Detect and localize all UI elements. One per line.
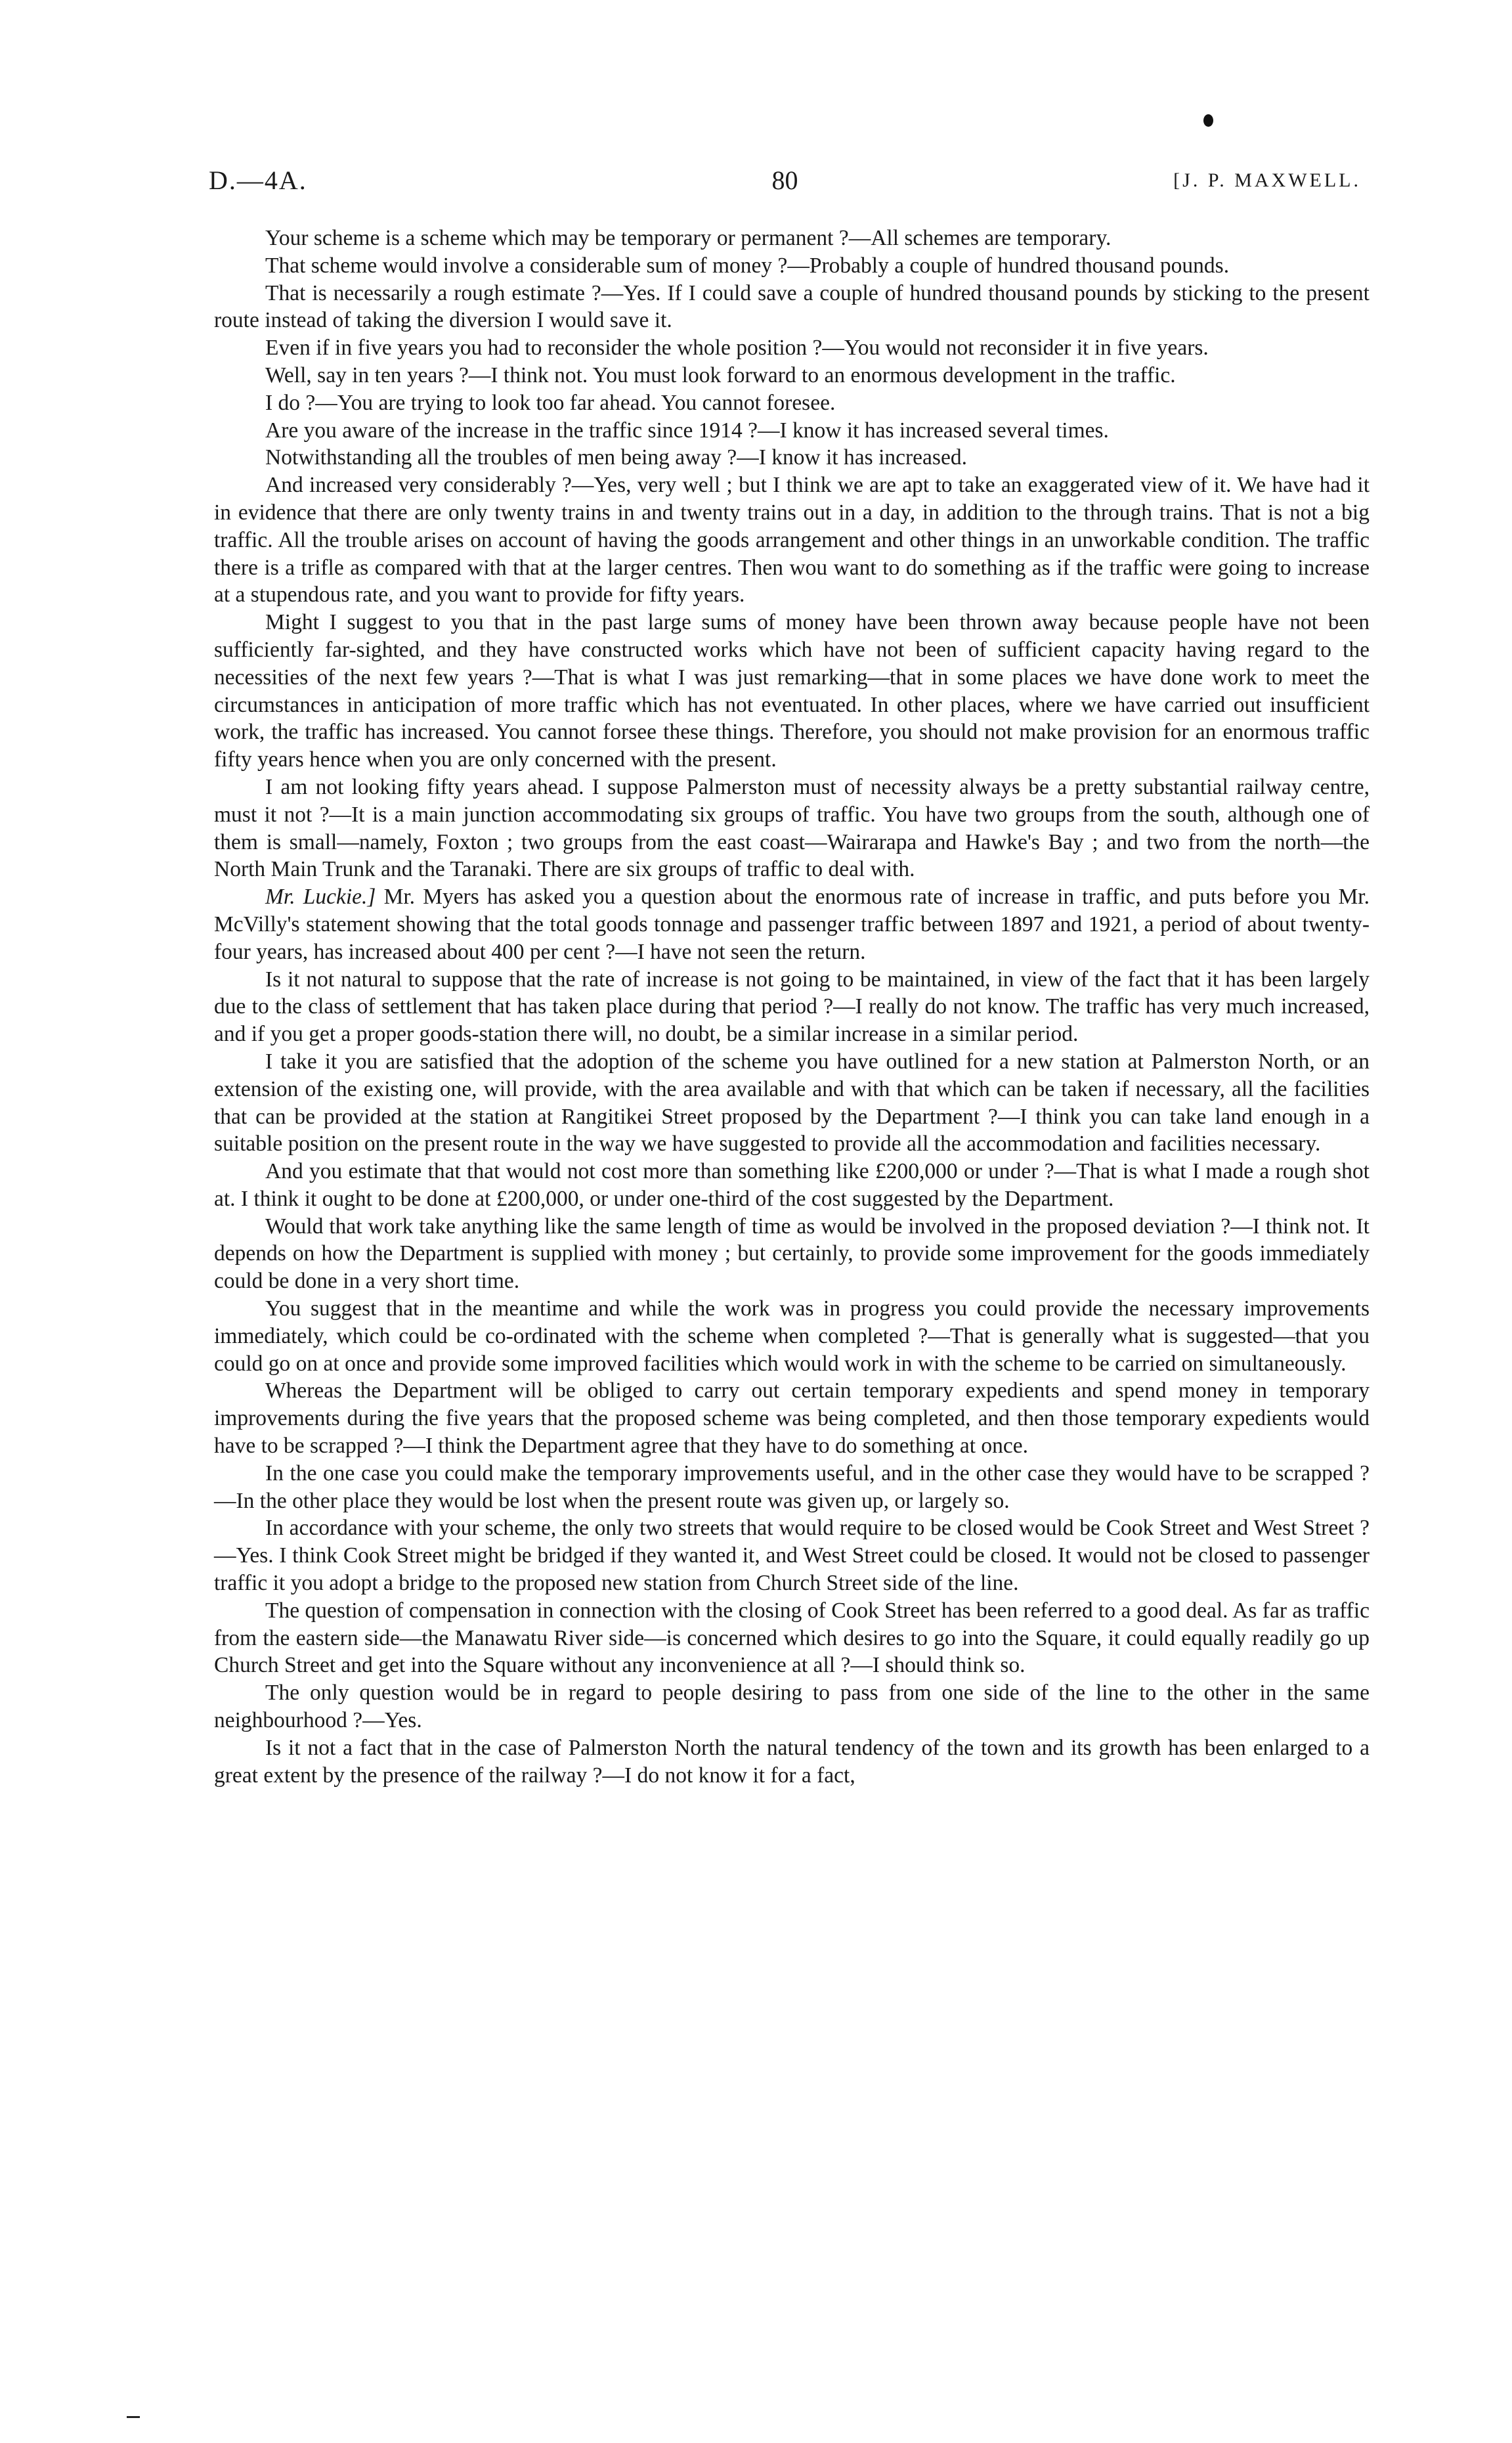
paragraph: I do ?—You are trying to look too far ahead. You cannot foresee.: [265, 390, 836, 415]
paragraph: Might I suggest to you that in the past large sums of money have been thrown away because people have not been sufficiently far-sighted, and they have constructed works which have not been of sufficient capacity having regard to the necessities of the next few years ?—That is what I was just remarking—that in some places we have done work to meet the circumstances in anticipation of more traffic which has not eventuated. In other places, where we have carried out insufficient work, the traffic has increased. You cannot forsee these things. Therefore, you should not make provision for an enormous traffic fifty years hence when you are only concerned with the present.: [214, 610, 1370, 772]
speaker-label: Mr. Luckie.]: [265, 885, 376, 910]
paragraph: In accordance with your scheme, the only two streets that would require to be closed would be Cook Street and West Street ?—Yes. I think Cook Street might be bridged if they wanted it, and West Street could be closed. It would not be closed to passenger traffic it you adopt a bridge to the proposed new station from Church Street side of the line.: [214, 1516, 1370, 1596]
paragraph: That scheme would involve a considerable sum of money ?—Probably a couple of hundred thousand pounds.: [265, 253, 1230, 278]
paragraph: Would that work take anything like the same length of time as would be involved in the proposed deviation ?—I think not. It depends on how the Department is supplied with money ; but certainly, to provide some improvement for the goods immediately could be done in a very short time.: [214, 1214, 1370, 1294]
margin-dash-mark: [127, 2416, 140, 2418]
paragraph: That is necessarily a rough estimate ?—Yes. If I could save a couple of hundred thousand pounds by sticking to the present route instead of taking the diversion I would save it.: [214, 280, 1370, 333]
paragraph: Well, say in ten years ?—I think not. You must look forward to an enormous development in the traffic.: [265, 363, 1176, 387]
paragraph: The question of compensation in connection with the closing of Cook Street has been referred to a good deal. As far as traffic from the eastern side—the Manawatu River side—is concerned which desires to go into the Square, it could equally readily go up Church Street and get into the Square without any inconvenience at all ?—I should think so.: [214, 1598, 1370, 1678]
paragraph: Is it not a fact that in the case of Palmerston North the natural tendency of the town and its growth has been enlarged to a great extent by the presence of the railway ?—I do not know it for a fact,: [214, 1735, 1370, 1788]
paragraph: I take it you are satisfied that the adoption of the scheme you have outlined for a new station at Palmerston North, or an extension of the existing one, will provide, with the area available and with that which can be taken if necessary, all the facilities that can be provided at the station at Rangitikei Street proposed by the Department ?—I think you can take land enough in a suitable position on the present route in the way we have suggested to provide all the accommodation and facilities necessary.: [214, 1049, 1370, 1156]
paragraph: You suggest that in the meantime and while the work was in progress you could provide the necessary improvements immediately, which could be co-ordinated with the scheme when completed ?—That is generally what is suggested—that you could go on at once and provide some improved facilities which would work in with the scheme to be carried on simultaneously.: [214, 1296, 1370, 1376]
paragraph: Even if in five years you had to reconsider the whole position ?—You would not reconsider it in five years.: [265, 336, 1209, 361]
ink-dot-mark: [1203, 114, 1213, 127]
paragraph: Notwithstanding all the troubles of men being away ?—I know it has increased.: [265, 445, 967, 470]
paragraph: And increased very considerably ?—Yes, very well ; but I think we are apt to take an exaggerated view of it. We have had it in evidence that there are only twenty trains in and twenty trains out in a day, in addition to the through trains. That is not a big traffic. All the trouble arises on account of having the goods arrangement and other things in an unworkable condition. The traffic there is a trifle as compared with that at the larger centres. Then wou want to do something as if the traffic were going to increase at a stupendous rate, and you want to provide for fifty years.: [214, 473, 1370, 607]
witness-name: [J. P. MAXWELL.: [1173, 169, 1361, 191]
testimony-body: [214, 225, 1370, 1789]
paragraph: I am not looking fifty years ahead. I suppose Palmerston must of necessity always be a pretty substantial railway centre, must it not ?—It is a main junction accommodating six groups of traffic. You have two groups from the south, although one of them is small—namely, Foxton ; two groups from the east coast—Wairarapa and Hawke's Bay ; and two from the north—the North Main Trunk and the Taranaki. There are six groups of traffic to deal with.: [214, 774, 1370, 882]
paragraph: And you estimate that that would not cost more than something like £200,000 or under ?—That is what I made a rough shot at. I think it ought to be done at £200,000, or under one-third of the cost suggested by the Department.: [214, 1159, 1370, 1211]
paragraph: Are you aware of the increase in the traffic since 1914 ?—I know it has increased several times.: [265, 418, 1109, 443]
paragraph: Your scheme is a scheme which may be temporary or permanent ?—All schemes are temporary.: [265, 226, 1112, 250]
paragraph: Is it not natural to suppose that the rate of increase is not going to be maintained, in view of the fact that it has been largely due to the class of settlement that has taken place during that period ?—I really do not know. The traffic has very much increased, and if you get a proper goods-station there will, no doubt, be a similar increase in a similar period.: [214, 967, 1370, 1047]
speaker-paragraph: [214, 883, 1370, 965]
page-header: [209, 161, 1361, 200]
paragraph: In the one case you could make the temporary improvements useful, and in the other case they would have to be scrapped ?—In the other place they would be lost when the present route was given up, or largely so.: [214, 1461, 1370, 1513]
paragraph-text: Mr. Myers has asked you a question about the enormous rate of increase in traffic, and puts before you Mr. McVilly's statement showing that the total goods tonnage and passenger traffic between 1897 and 1921, a period of about twenty-four years, has increased about 400 per cent ?—I have not seen the return.: [214, 885, 1370, 964]
paragraph: Whereas the Department will be obliged to carry out certain temporary expedients and spend money in temporary improvements during the five years that the proposed scheme was being completed, and then those temporary expedients would have to be scrapped ?—I think the Department agree that they have to do something at once.: [214, 1378, 1370, 1459]
paragraph: The only question would be in regard to people desiring to pass from one side of the line to the other in the same neighbourhood ?—Yes.: [214, 1681, 1370, 1733]
page-number: 80: [771, 165, 798, 195]
document-code: D.—4A.: [209, 165, 307, 195]
